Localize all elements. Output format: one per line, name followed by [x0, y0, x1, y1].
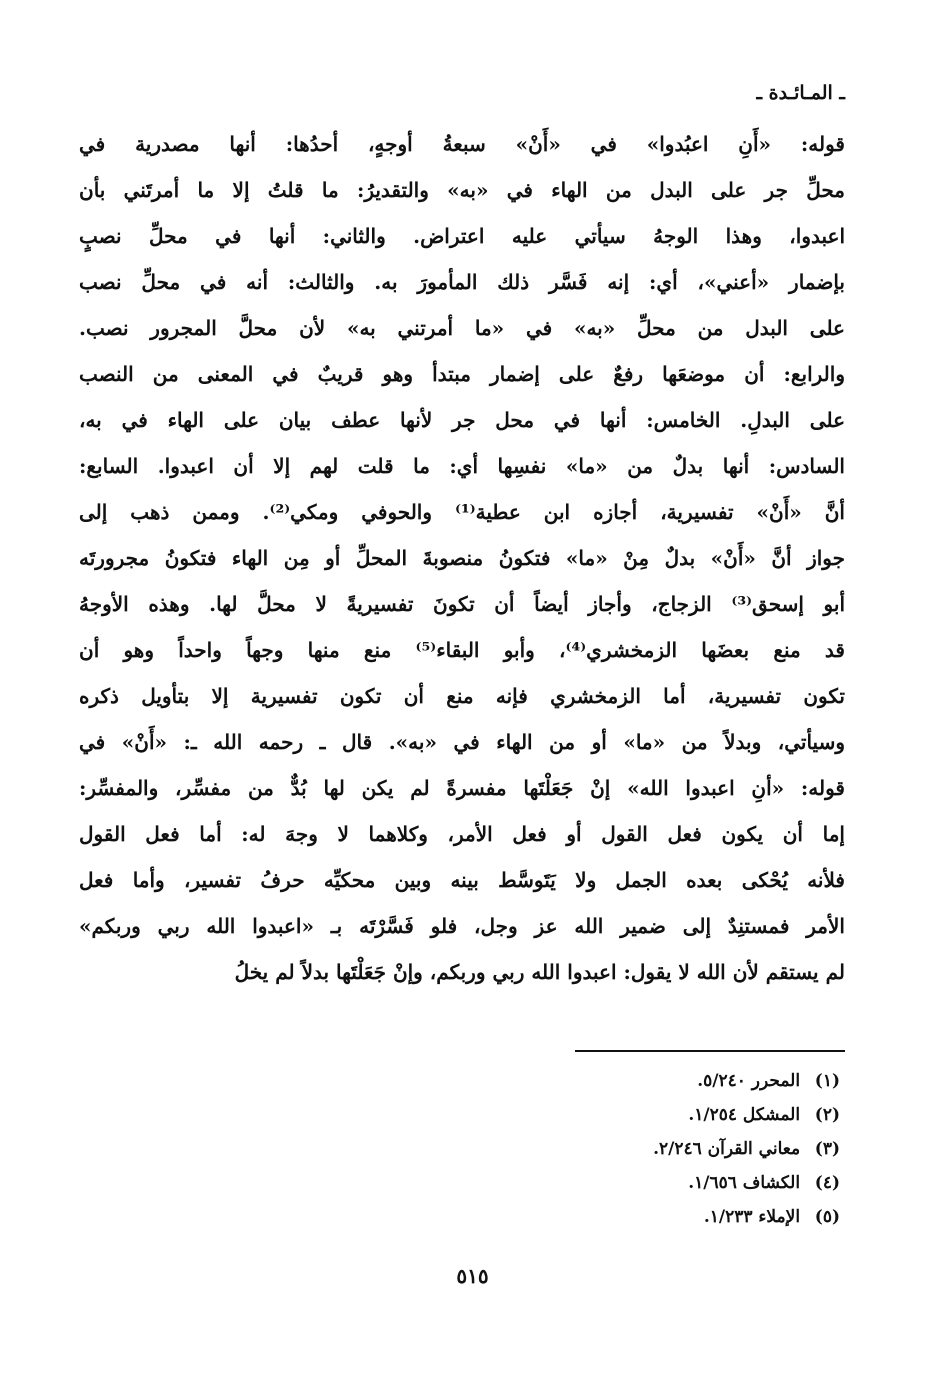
text-line: أنَّ «أَنْ» تفسيرية، أجازه ابن عطية⁽¹⁾ والحوفي ومكي⁽²⁾. وممن ذهب إلى	[79, 500, 845, 524]
footnote-number: (٥)	[814, 1207, 840, 1227]
footnote-separator-rule	[575, 1050, 845, 1052]
footnote-number: (٢)	[814, 1105, 840, 1125]
text-line: الأمر فمستنِدٌ إلى ضمير الله عز وجل، فلو فَسَّرْتَه بـ «اعبدوا الله ربي وربكم»	[79, 914, 845, 938]
text-line: إما أن يكون فعل القول أو فعل الأمر، وكلاهما لا وجهَ له: أما فعل القول	[79, 822, 845, 846]
footnote-text: المحرر ٥/٢٤٠.	[697, 1071, 801, 1091]
text-line: اعبدوا، وهذا الوجهُ سيأتي عليه اعتراض. والثاني: أنها في محلِّ نصبٍ	[79, 224, 845, 248]
running-head: ـ المـائـدة ـ	[756, 82, 845, 104]
page-number: ٥١٥	[456, 1264, 489, 1288]
text-line: أبو إسحق⁽³⁾ الزجاج، وأجاز أيضاً أن تكونَ تفسيريةً لا محلَّ لها. وهذه الأوجهُ	[79, 592, 845, 616]
footnote-item	[653, 1132, 840, 1166]
footnote-item	[653, 1166, 840, 1200]
text-line: قد منع بعضَها الزمخشري⁽⁴⁾، وأبو البقاء⁽⁵⁾ منع منها وجهاً واحداً وهو أن	[79, 638, 845, 662]
text-line: لم يستقم لأن الله لا يقول: اعبدوا الله ربي وربكم، وإنْ جَعَلْتَها بدلاً لم يخلُ	[234, 960, 845, 984]
text-line: والرابع: أن موضعَها رفعٌ على إضمار مبتدأ وهو قريبٌ في المعنى من النصب	[79, 362, 845, 386]
footnote-item	[653, 1098, 840, 1132]
footnote-text: معاني القرآن ٢/٢٤٦.	[653, 1139, 801, 1159]
text-line: بإضمار «أعني»، أي: إنه فَسَّر ذلك المأمورَ به. والثالث: أنه في محلِّ نصب	[79, 270, 845, 294]
text-line: السادس: أنها بدلٌ من «ما» نفسِها أي: ما قلت لهم إلا أن اعبدوا. السابع:	[79, 454, 845, 478]
footnote-number: (٣)	[814, 1139, 840, 1159]
text-line: تكون تفسيرية، أما الزمخشري فإنه منع أن تكون تفسيرية إلا بتأويل ذكره	[79, 684, 845, 708]
text-line: على البدلِ. الخامس: أنها في محل جر لأنها عطف بيان على الهاء في به،	[79, 408, 845, 432]
footnote-text: المشكل ١/٢٥٤.	[688, 1105, 801, 1125]
footnotes-list	[653, 1064, 840, 1234]
text-line: وسيأتي، وبدلاً من «ما» أو من الهاء في «به». قال ـ رحمه الله ـ: «أَنْ» في	[79, 730, 845, 754]
text-line: قوله: «أَنِ اعبُدوا» في «أَنْ» سبعةُ أوجهٍ، أحدُها: أنها مصدرية في	[79, 132, 845, 156]
text-line: قوله: «أنِ اعبدوا الله» إنْ جَعَلْتَها مفسرةً لم يكن لها بُدٌّ من مفسِّر، والمفسِّر:	[79, 776, 845, 800]
footnote-text: الإملاء ١/٢٣٣.	[703, 1207, 801, 1227]
footnote-item	[653, 1064, 840, 1098]
text-line: جواز أنَّ «أَنْ» بدلٌ مِنْ «ما» فتكونُ منصوبةَ المحلِّ أو مِن الهاء فتكونُ مجرورتَه	[79, 546, 845, 570]
footnote-number: (٤)	[814, 1173, 840, 1193]
footnote-item	[653, 1200, 840, 1234]
footnote-number: (١)	[814, 1071, 840, 1091]
footnote-text: الكشاف ١/٦٥٦.	[688, 1173, 801, 1193]
main-text-block	[79, 121, 845, 995]
text-line: فلأنه يُحْكى بعده الجمل ولا يَتَوسَّط بينه وبين محكيِّه حرفُ تفسير، وأما فعل	[79, 868, 845, 892]
text-line: على البدل من محلِّ «به» في «ما أمرتني به» لأن محلَّ المجرور نصب.	[79, 316, 845, 340]
text-line: محلِّ جر على البدل من الهاء في «به» والتقديرُ: ما قلتُ إلا ما أمرتَني بأن	[79, 178, 845, 202]
